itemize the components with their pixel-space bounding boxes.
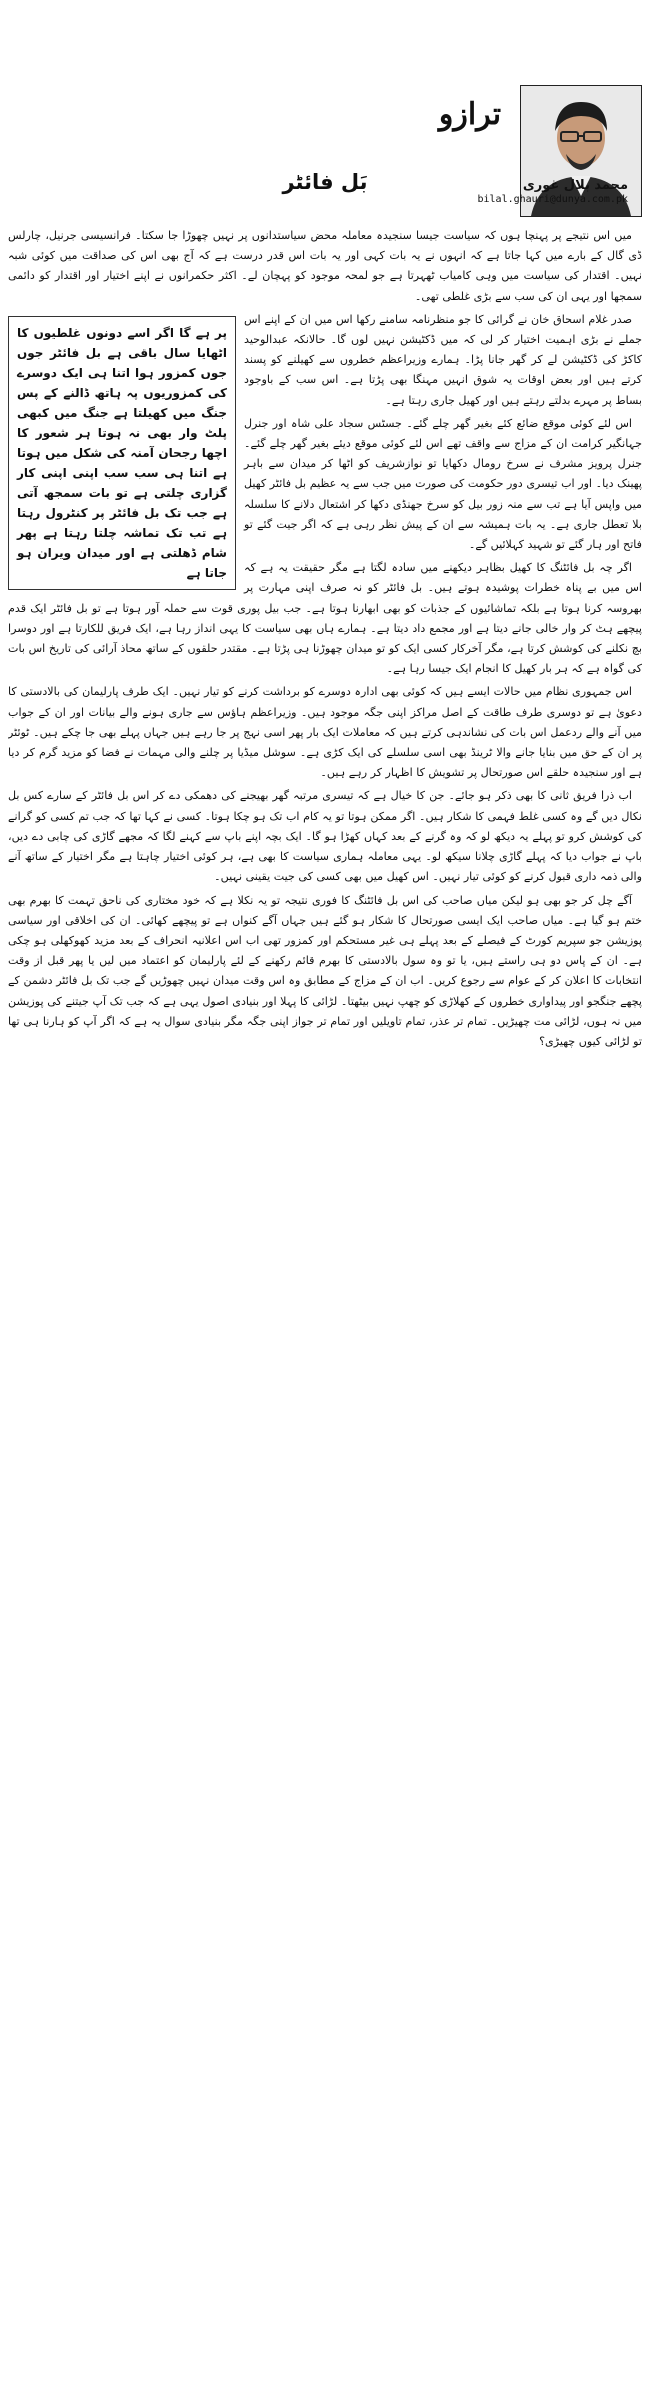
article-paragraph-5: اس جمہوری نظام میں حالات ایسے ہیں کہ کوئی بھی ادارہ دوسرے کو برداشت کرنے کو تیار نہیں۔ ایک طرف پارلیمان کی بالادستی کا دعویٰ ہے تو دوسری طرف طاقت کے اصل مراکز اپنی جگہ موجود ہیں۔ وزیراعظم ہاؤس سے جاری ہونے والے بیانات اور ان کے جواب میں آنے والے ردعمل اس بات کی نشاندہی کرتے ہیں کہ معاملات ایک بار پھر اسی نہج پر جا رہے ہیں جہاں پہلے بھی جا چکے ہیں۔ ٹوئٹر پر ان کے حق میں بنایا جانے والا ٹرینڈ بھی اسی سلسلے کی ایک کڑی ہے۔ سوشل میڈیا پر چلنے والی مہمات نے فضا کو مزید گرم کر دیا ہے اور سنجیدہ حلقے اس صورتحال پر تشویش کا اظہار کر رہے ہیں۔ <box>8 685 642 780</box>
article-paragraph-1: میں اس نتیجے پر پہنچا ہوں کہ سیاست جیسا سنجیدہ معاملہ محض سیاستدانوں پر نہیں چھوڑا جا سکتا۔ فرانسیسی جرنیل، چارلس ڈی گال کے بارے میں کہا جاتا ہے کہ انہوں نے یہ بات کہی اور یہ بات اس قدر درست ہے کہ آج بھی اس کی صداقت میں کوئی شبہ نہیں۔ اقتدار کی سیاست میں وہی کامیاب ٹھہرتا ہے جو لمحہ موجود کو پہچان لے۔ اکثر حکمرانوں نے اپنے اختیار اور اقتدار کو دائمی سمجھا اور یہی ان کی سب سے بڑی غلطی تھی۔ <box>8 229 642 303</box>
article-body <box>8 226 642 2398</box>
author-email: bilal.ghauri@dunya.com.pk <box>477 194 628 205</box>
article-paragraph-7: آگے چل کر جو بھی ہو لیکن میاں صاحب کی اس بل فائٹنگ کا فوری نتیجہ تو یہ نکلا ہے کہ خود مختاری کی ناحق تہمت کا بھرم بھی ختم ہو گیا ہے۔ میاں صاحب ایک ایسی صورتحال کا شکار ہو گئے ہیں جہاں آگے کنواں ہے تو پیچھے کھائی۔ ان کی اخلاقی اور سیاسی پوزیشن جو سپریم کورٹ کے فیصلے کے بعد پہلے ہی غیر مستحکم اور کمزور تھی اب اس اعلانیہ انحراف کے بعد مزید کھوکھلی ہو چکی ہے۔ ان کے پاس دو ہی راستے ہیں، یا تو وہ سول بالادستی کا بھرم قائم رکھنے کے لئے پارلیمان کو اعتماد میں لیں یا پھر قبل از وقت انتخابات کا اعلان کر کے عوام سے رجوع کریں۔ اب ان کے مزاج کے مطابق وہ اس وقت میدان نہیں چھوڑیں گے جب تک بل فائٹر دشمن کے پچھے جنگجو اور پیداواری خطروں کے کھلاڑی کو چھپ نہیں بیٹھتا۔ لڑائی کا پہلا اور بنیادی اصول یہی ہے کہ جب تک آپ جیتنے کی پوزیشن میں نہ ہوں، لڑائی مت چھیڑیں۔ تمام تر عذر، تمام تاویلیں اور تمام تر جواز اپنی جگہ مگر بنیادی سوال یہ ہے کہ اگر آپ کو ہارنا ہی تھا تو لڑائی کیوں چھیڑی؟ <box>8 893 642 1048</box>
author-name: محمد بلال غوری <box>522 178 628 193</box>
article-paragraph-2: صدر غلام اسحاق خان نے گرائی کا جو منظرنامہ سامنے رکھا اس میں ان کے اپنے اس جملے نے بڑی اہمیت اختیار کر لی کہ میں ڈکٹیشن نہیں لوں گا۔ حالانکہ عبدالوحید کاکڑ کی ڈکٹیشن لے کر گھر جانا پڑا۔ ہمارے وزیراعظم خطروں سے کھیلنے کو پسند کرتے ہیں اور بعض اوقات یہ شوق انہیں مہنگا بھی پڑتا ہے۔ اس سب کے باوجود بساط پر مہرے بدلتے رہتے ہیں اور کھیل جاری رہتا ہے۔ <box>244 312 642 407</box>
column-logo-text: ترازو <box>438 97 502 132</box>
article-title: بَل فائٹر <box>282 170 368 194</box>
article-paragraph-3: اس لئے کوئی موقع ضائع کئے بغیر گھر چلے گئے۔ جسٹس سجاد علی شاہ اور جنرل جہانگیر کرامت ان کے مزاج سے واقف تھے اس لئے کوئی موقع دیئے بغیر گھر چلے گئے۔ جنرل پرویز مشرف نے سرخ رومال دکھایا تو نوازشریف کو اٹھا کر میدان سے باہر پھینک دیا۔ اور اب تیسری دور حکومت کی صورت میں جب سے یہ عظیم بل فائٹر کھیل میں واپس آیا ہے تب سے منہ زور بیل کو سرخ جھنڈی دکھا کر اشتعال دلانے کا سلسلہ بلا تعطل جاری ہے۔ یہ بات ہمیشہ سے ان کے پیش نظر رہی ہے کہ اگر جیت گئے تو فاتح اور ہار گئے تو شہید کہلائیں گے۔ <box>244 416 642 552</box>
pull-quote: پر ہے گا اگر اسے دونوں غلطیوں کا اٹھایا سال باقی ہے بل فائٹر جوں جوں کمزور ہوا اتنا ہی ایک دوسرے کی کمزوریوں پہ ہاتھ ڈالنے کے پس جنگ میں کھیلتا ہے جنگ میں کبھی پلٹ وار بھی نہ ہوتا ہر شعور کا اچھا رجحان آمنہ کی شکل میں ہوتا ہے اتنا ہی سب سب اپنی اپنی کار گزاری چلتی ہے تو بات سمجھ آتی ہے جب تک بل فائٹر پر کنٹرول رہتا ہے تب تک تماشہ چلتا رہتا ہے پھر شام ڈھلتی ہے اور میدان ویران ہو جاتا ہے <box>8 316 236 590</box>
article-paragraph-4: اگر چہ بل فائٹنگ کا کھیل بظاہر دیکھنے میں سادہ لگتا ہے مگر حقیقت یہ ہے کہ اس میں بے پناہ خطرات پوشیدہ ہوتے ہیں۔ بل فائٹر کو نہ صرف اپنی مہارت پر بھروسہ کرنا ہوتا ہے بلکہ تماشائیوں کے جذبات کو بھی ابھارنا ہوتا ہے۔ جب بیل پوری قوت سے حملہ آور ہوتا ہے تو بل فائٹر ایک قدم پیچھے ہٹ کر وار خالی جانے دیتا ہے اور مجمع داد دیتا ہے۔ ہمارے ہاں بھی سیاست کا یہی انداز رہا ہے، ایک فریق للکارتا ہے اور دوسرا بچ نکلنے کی کوشش کرتا ہے، مگر آخرکار کسی ایک کو تو میدان چھوڑنا ہی پڑتا ہے۔ مقتدر حلقوں کے ساتھ محاذ آرائی کی تاریخ اس بات کی گواہ ہے کہ ہر بار کھیل کا انجام ایک جیسا رہا ہے۔ <box>8 561 642 676</box>
column-logo <box>425 90 515 140</box>
column-header <box>0 0 650 205</box>
article-paragraph-6: اب ذرا فریق ثانی کا بھی ذکر ہو جائے۔ جن کا خیال ہے کہ تیسری مرتبہ گھر بھیجنے کی دھمکی دے کر اس بل فائٹر کے سارے کس بل نکال دیں گے وہ کسی غلط فہمی کا شکار ہیں۔ اگر ممکن ہوتا تو یہ کام اب تک ہو چکا ہوتا۔ کسی نے کہا تھا کہ جب تم کسی کو گرانے کی کوشش کرو تو پہلے یہ دیکھ لو کہ وہ گرنے کے بعد کہاں کھڑا ہو گا۔ ایک بچہ اپنے باپ سے کہنے لگا کہ مجھے گاڑی کی چابی دے دیں، باپ نے جواب دیا کہ پہلے گاڑی چلانا سیکھ لو۔ یہی معاملہ ہماری سیاست کا بھی ہے، ہر کوئی اختیار چاہتا ہے مگر اختیار کے ساتھ آنے والی ذمہ داری قبول کرنے کو کوئی تیار نہیں۔ اس کھیل میں بھی کسی کی جیت یقینی نہیں۔ <box>8 789 642 884</box>
